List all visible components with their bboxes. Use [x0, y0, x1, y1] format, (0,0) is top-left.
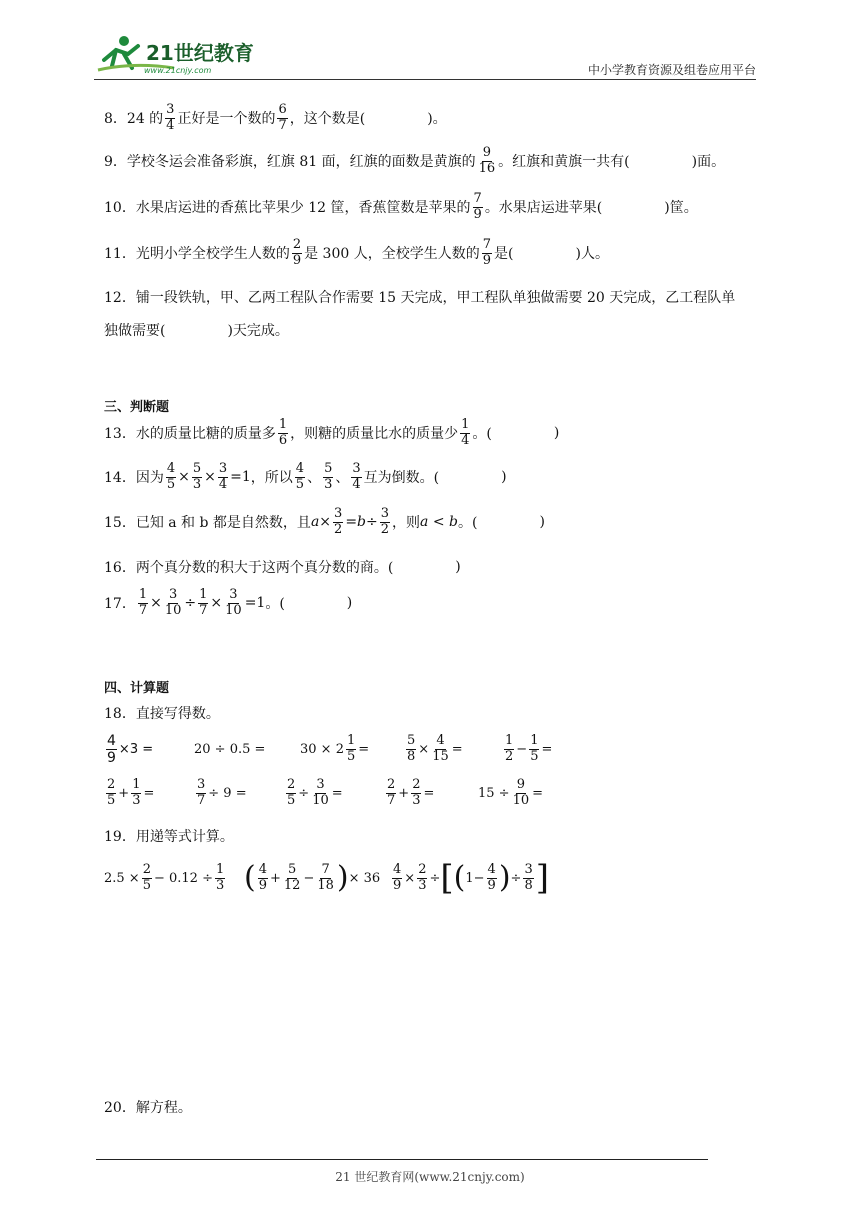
fraction: $\frac{1}{7}$ — [199, 587, 208, 618]
expression-1: 2.5 × $\frac{2}{5}$ − 0.12 ÷ $\frac{1}{3}$ — [104, 861, 225, 893]
fraction: $\frac{3}{4}$ — [352, 461, 361, 492]
fraction: $\frac{3}{2}$ — [380, 506, 390, 537]
section-title-calculation: 四、计算题 — [104, 681, 170, 696]
fraction: $\frac{7}{9}$ — [473, 191, 482, 222]
question-13: 13．水的质量比糖的质量多 $\frac{1}{6}$ ，则糖的质量比水的质量少 $\frac{1}{4}$ 。( ) — [104, 417, 560, 448]
footer-text: 21 世纪教育网(www.21cnjy.com) — [335, 1170, 525, 1184]
question-8: 8．24 的 $\frac{3}{4}$ 正好是一个数的 $\frac{6}{7}$ ，这个数是( )。 — [104, 102, 447, 133]
fraction: $\frac{1}{7}$ — [138, 587, 148, 618]
question-15: 15．已知 a 和 b 都是自然数，且 a × $\frac{3}{2}$ = b ÷ $\frac{3}{2}$ ，则 a < b 。( ) — [104, 506, 545, 537]
calc-item: $\frac{2}{5}$ + $\frac{1}{3}$ = — [107, 777, 155, 808]
question-14: 14．因为 $\frac{4}{5}$ × $\frac{5}{3}$ × $\frac{3}{4}$ =1 ，所以 $\frac{4}{5}$ 、 $\frac{5}{3}$ 、 $\frac{3}{4}$ 互为倒数。( ) — [104, 461, 507, 492]
fraction: $\frac{6}{7}$ — [278, 102, 287, 133]
fraction: $\frac{4}{5}$ — [295, 461, 305, 492]
fraction: $\frac{4}{5}$ — [166, 461, 176, 492]
question-19-title: 19．用递等式计算。 — [104, 829, 234, 845]
svg-text:21世纪教育: 21世纪教育 — [146, 41, 254, 65]
question-18-title: 18．直接写得数。 — [104, 706, 220, 722]
svg-text:www.21cnjy.com: www.21cnjy.com — [144, 66, 212, 75]
fraction: $\frac{5}{3}$ — [192, 461, 202, 492]
platform-tagline: 中小学教育资源及组卷应用平台 — [587, 63, 756, 77]
expression-3: $\frac{4}{9}$ × $\frac{2}{3}$ ÷ [ ( 1− $\frac{4}{9}$ ) ÷ $\frac{3}{8}$ ] — [393, 858, 549, 898]
fraction: $\frac{3}{10}$ — [164, 587, 182, 618]
calc-item: $\frac{3}{7}$ ÷ 9 = — [197, 777, 247, 808]
calc-item: 15 ÷ $\frac{9}{10}$ = — [478, 777, 544, 808]
footer-divider — [96, 1159, 708, 1160]
calc-item: 30 × 2 $\frac{1}{5}$ = — [300, 733, 370, 765]
calc-row-1 — [104, 733, 552, 766]
fraction: $\frac{7}{9}$ — [482, 237, 492, 268]
question-17: 17． $\frac{1}{7}$ × $\frac{3}{10}$ ÷ $\frac{1}{7}$ × $\frac{3}{10}$ =1 。( ) — [104, 587, 353, 618]
section-title-judgement: 三、判断题 — [104, 400, 170, 415]
question-9: 9．学校冬运会准备彩旗，红旗 81 面，红旗的面数是黄旗的 $\frac{9}{16}$ 。红旗和黄旗一共有( )面。 — [104, 145, 726, 176]
calc-item: $\frac{4}{9}$ ×3 = — [107, 733, 154, 767]
expression-2: ( $\frac{4}{9}$ + $\frac{5}{12}$ − $\frac{7}{18}$ ) × 36 — [244, 860, 381, 895]
calc-item: $\frac{2}{5}$ ÷ $\frac{3}{10}$ = — [287, 777, 343, 808]
question-16: 16．两个真分数的积大于这两个真分数的商。( ) — [104, 559, 461, 576]
fraction: $\frac{3}{4}$ — [166, 102, 175, 133]
fraction: $\frac{2}{9}$ — [292, 237, 302, 268]
fraction: $\frac{3}{4}$ — [218, 461, 228, 492]
calc-item: $\frac{2}{7}$ + $\frac{2}{3}$ = — [387, 777, 435, 808]
question-12-line1: 12．铺一段铁轨，甲、乙两工程队合作需要 15 天完成，甲工程队单独做需要 20 天完成，乙工程队单 — [104, 290, 736, 306]
fraction: $\frac{1}{6}$ — [278, 417, 288, 448]
calc-item: 20 ÷ 0.5 = — [194, 742, 266, 758]
fraction: $\frac{3}{10}$ — [225, 587, 242, 618]
question-11: 11．光明小学全校学生人数的 $\frac{2}{9}$ 是 300 人，全校学生人数的 $\frac{7}{9}$ 是( )人。 — [104, 237, 609, 268]
fraction: $\frac{9}{16}$ — [478, 145, 496, 176]
question-10: 10．水果店运进的香蕉比苹果少 12 筐，香蕉筐数是苹果的 $\frac{7}{9}$ 。水果店运进苹果( )筐。 — [104, 191, 698, 222]
calc-row-3 — [104, 858, 549, 898]
question-12-line2: 独做需要( )天完成。 — [104, 323, 289, 339]
site-logo — [94, 32, 264, 76]
calc-item: $\frac{5}{8}$ × $\frac{4}{15}$ = — [407, 733, 463, 765]
question-20-title: 20．解方程。 — [104, 1100, 192, 1116]
fraction: $\frac{3}{2}$ — [334, 506, 343, 537]
calc-item: $\frac{1}{2}$ − $\frac{1}{5}$ = — [505, 733, 553, 765]
runner-logo-icon — [94, 32, 264, 76]
header-divider — [94, 79, 756, 80]
calc-row-2 — [104, 778, 543, 809]
fraction: $\frac{5}{3}$ — [324, 461, 333, 492]
fraction: $\frac{1}{4}$ — [461, 417, 470, 448]
